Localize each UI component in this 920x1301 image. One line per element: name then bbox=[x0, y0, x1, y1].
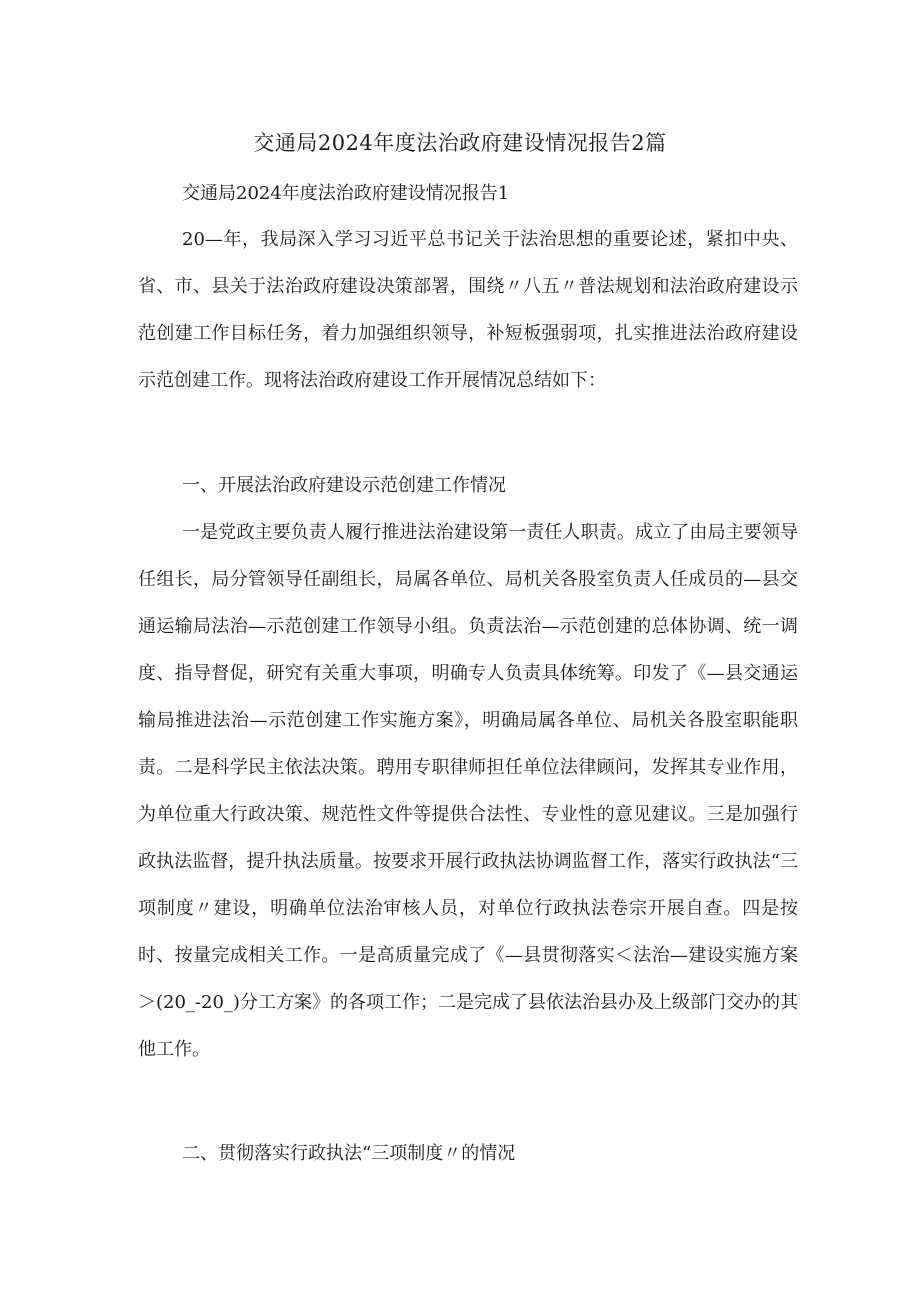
section-heading-1: 一、开展法治政府建设示范创建工作情况 bbox=[182, 475, 506, 496]
document-title: 交通局2024年度法治政府建设情况报告2篇 bbox=[253, 131, 667, 155]
report-subtitle: 交通局2024年度法治政府建设情况报告1 bbox=[182, 183, 510, 204]
intro-paragraph: 20—年，我局深入学习习近平总书记关于法治思想的重要论述，紧扣中央、省、市、县关于法治政府建设决策部署，围绕〃八五〃普法规划和法治政府建设示范创建工作目标任务，着力加强组织领导，补短板强弱项，扎实推进法治政府建设示范创建工作。现将法治政府建设工作开展情况总结如下： bbox=[138, 229, 798, 391]
section-1-paragraph: 一是党政主要负责人履行推进法治建设第一责任人职责。成立了由局主要领导任组长，局分管领导任副组长，局属各单位、局机关各股室负责人任成员的—县交通运输局法治—示范创建工作领导小组。负责法治—示范创建的总体协调、统一调度、指导督促，研究有关重大事项，明确专人负责具体统筹。印发了《—县交通运输局推进法治—示范创建工作实施方案》，明确局属各单位、局机关各股室职能职责。二是科学民主依法决策。聘用专职律师担任单位法律顾问，发挥其专业作用，为单位重大行政决策、规范性文件等提供合法性、专业性的意见建议。三是加强行政执法监督，提升执法质量。按要求开展行政执法协调监督工作，落实行政执法“三项制度〃建设，明确单位法治审核人员，对单位行政执法卷宗开展自查。四是按时、按量完成相关工作。一是高质量完成了《—县贯彻落实＜法治—建设实施方案＞(20_-20_)分工方案》的各项工作；二是完成了县依法治县办及上级部门交办的其他工作。 bbox=[138, 522, 798, 1060]
section-heading-2: 二、贯彻落实行政执法“三项制度〃的情况 bbox=[182, 1143, 516, 1164]
